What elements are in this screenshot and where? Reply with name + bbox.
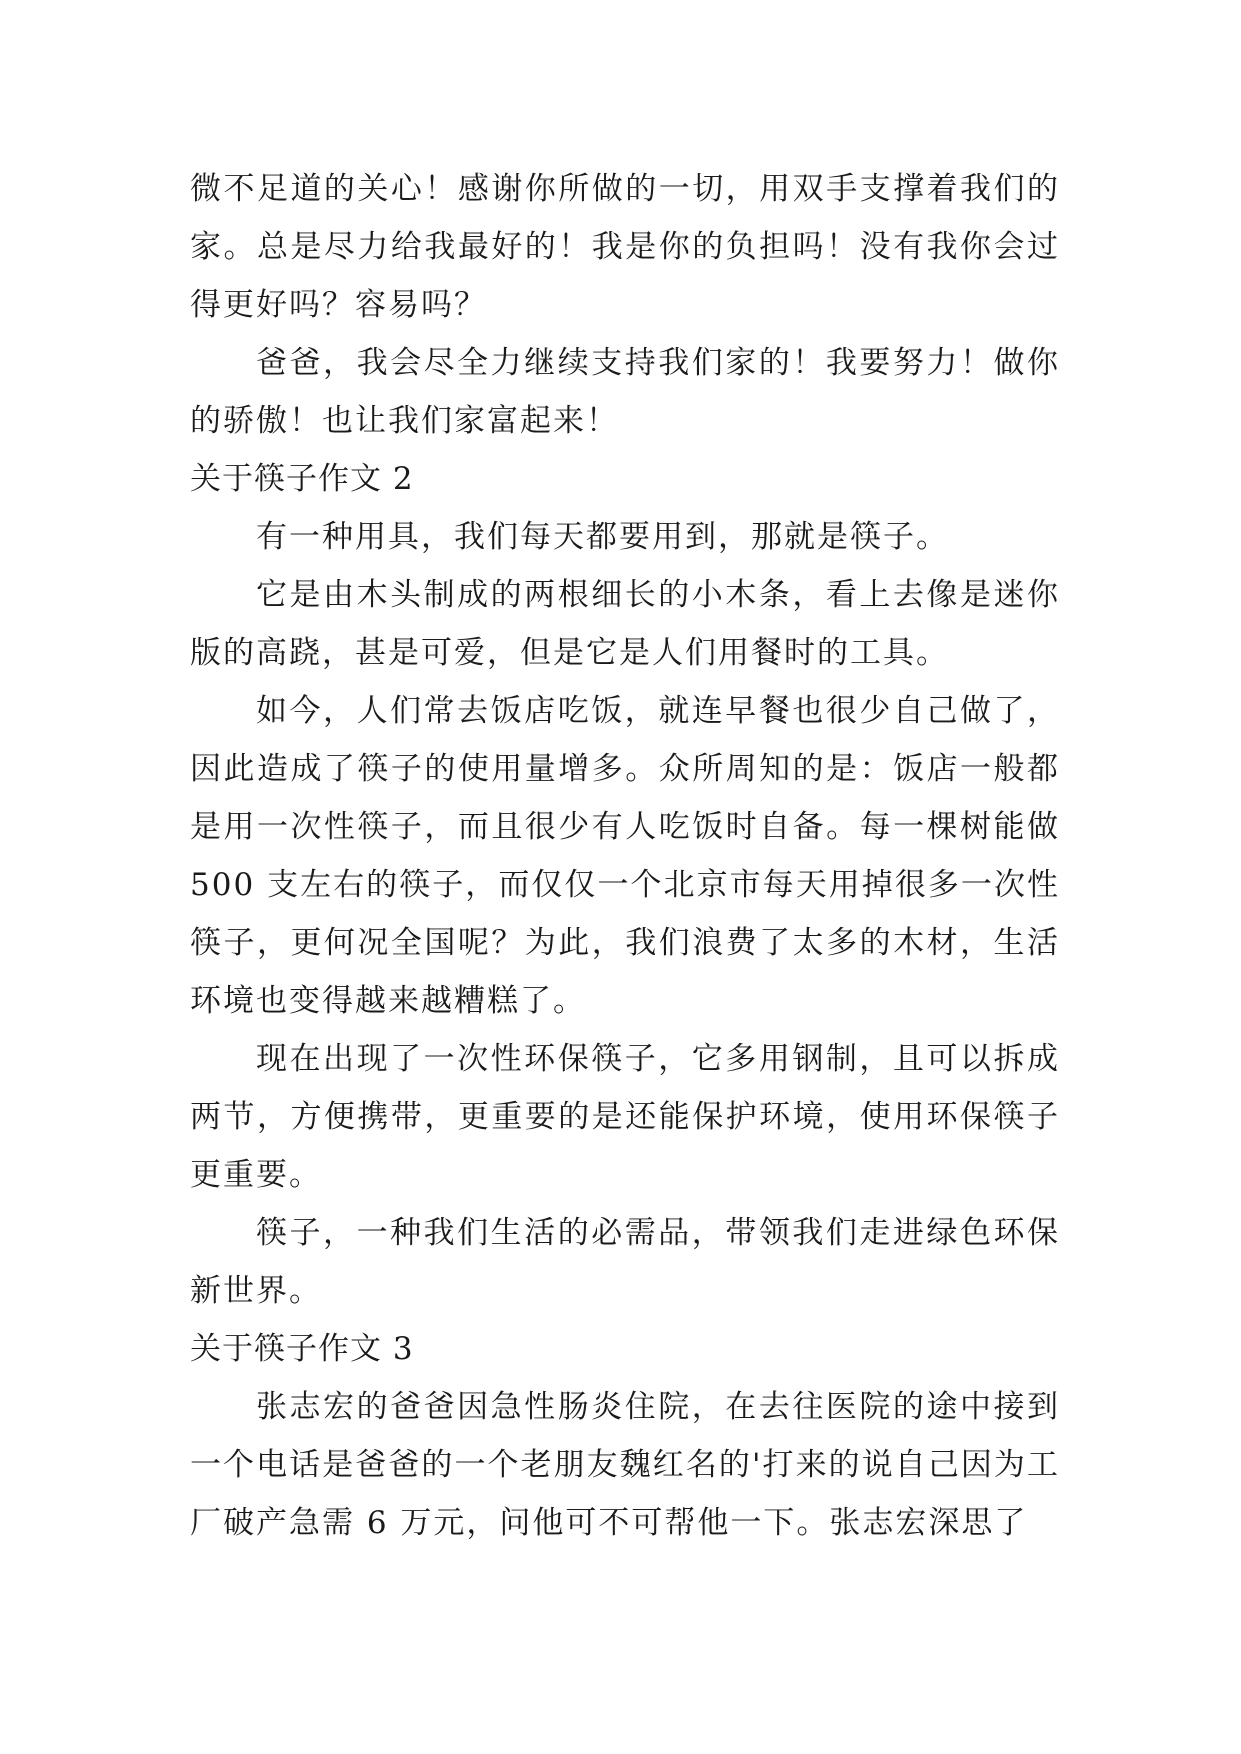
paragraph-1: 微不足道的关心！感谢你所做的一切，用双手支撑着我们的家。总是尽力给我最好的！我是你的负担吗！没有我你会过得更好吗？容易吗？ <box>190 171 1060 323</box>
document-body <box>190 160 1060 1552</box>
paragraph-6: 现在出现了一次性环保筷子，它多用钢制，且可以拆成两节，方便携带，更重要的是还能保护环境，使用环保筷子更重要。 <box>190 1041 1060 1193</box>
paragraph-5: 如今，人们常去饭店吃饭，就连早餐也很少自己做了，因此造成了筷子的使用量增多。众所周知的是：饭店一般都是用一次性筷子，而且很少有人吃饭时自备。每一棵树能做 500 支左右的筷子，而仅仅一个北京市每天用掉很多一次性筷子，更何况全国呢？为此，我们浪费了太多的木材，生活环境也变得越来越糟糕了。 <box>190 693 1060 1019</box>
paragraph-2: 爸爸，我会尽全力继续支持我们家的！我要努力！做你的骄傲！也让我们家富起来！ <box>190 345 1060 439</box>
paragraph-4: 它是由木头制成的两根细长的小木条，看上去像是迷你版的高跷，甚是可爱，但是它是人们用餐时的工具。 <box>190 577 1060 671</box>
paragraph-7: 筷子，一种我们生活的必需品，带领我们走进绿色环保新世界。 <box>190 1215 1060 1309</box>
paragraph-3: 有一种用具，我们每天都要用到，那就是筷子。 <box>256 519 949 555</box>
section-heading-3: 关于筷子作文 3 <box>190 1331 414 1367</box>
paragraph-8: 张志宏的爸爸因急性肠炎住院，在去往医院的途中接到一个电话是爸爸的一个老朋友魏红名的'打来的说自己因为工厂破产急需 6 万元，问他可不可帮他一下。张志宏深思了 <box>190 1389 1060 1541</box>
section-heading-2: 关于筷子作文 2 <box>190 461 414 497</box>
